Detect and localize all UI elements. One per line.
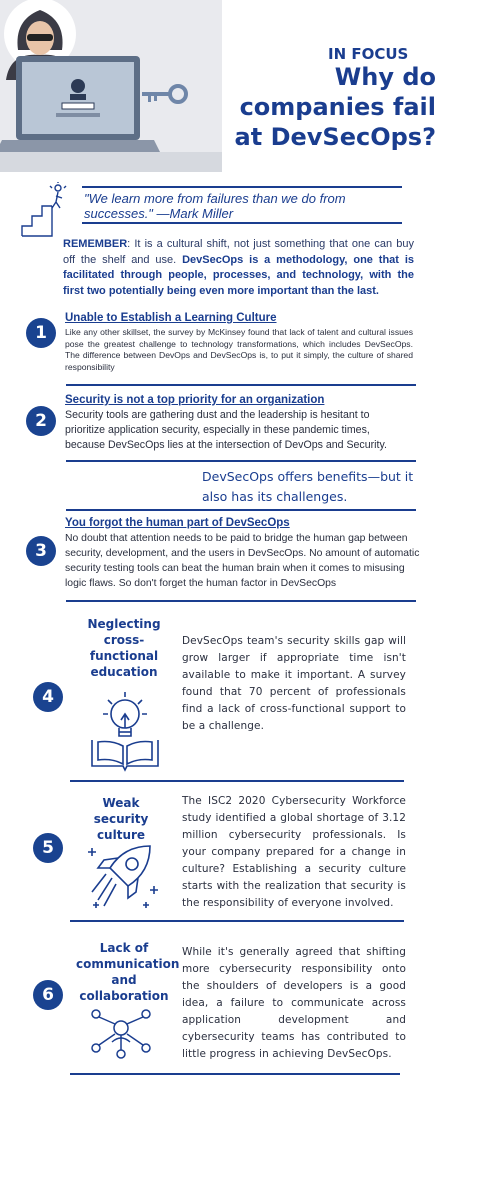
section-2-rule bbox=[66, 460, 416, 462]
section-6-rule bbox=[70, 1073, 400, 1075]
section-5-title: Weak security culture bbox=[93, 796, 149, 842]
hero-illustration bbox=[0, 0, 222, 172]
title-line-3: at DevSecOps? bbox=[234, 123, 436, 151]
section-1-rule bbox=[66, 384, 416, 386]
section-3-rule bbox=[66, 600, 416, 602]
section-2-title: Security is not a top priority for an organization bbox=[65, 394, 325, 406]
section-3-badge: 3 bbox=[26, 536, 56, 566]
hacker-laptop-icon bbox=[0, 0, 222, 172]
network-people-icon bbox=[88, 1004, 154, 1060]
section-6-title: Lack of communication and collaboration bbox=[76, 941, 180, 1003]
section-4-body: DevSecOps team's security skills gap will grow larger if appropriate time isn't available to make it important. A survey found that 70 percent of professionals find a lack of cross-functional support to be a challenge. bbox=[182, 635, 406, 732]
section-5-rule bbox=[70, 920, 404, 922]
remember-plain: : It is a cultural shift, not just something that one can buy off the shelf and use. bbox=[63, 238, 414, 266]
quote-top-rule bbox=[82, 186, 402, 188]
section-6-body: While it's generally agreed that shifting more cybersecurity responsibility onto the shoulders of developers is a good idea, a failure to communicate across application development and cybersecurity teams has contributed to little progress in achieving DevSecOps. bbox=[182, 946, 406, 1060]
section-1-badge: 1 bbox=[26, 318, 56, 348]
rocket-icon bbox=[84, 838, 164, 914]
page-title bbox=[230, 62, 436, 152]
callout bbox=[202, 467, 413, 507]
callout-line-1: DevSecOps offers benefits—but it bbox=[202, 469, 414, 484]
quote-text bbox=[84, 191, 346, 221]
in-focus-kicker: IN FOCUS bbox=[328, 45, 409, 63]
section-4-title: Neglecting cross-functional education bbox=[87, 617, 161, 679]
section-1-title: Unable to Establish a Learning Culture bbox=[65, 312, 277, 324]
stairs-success-icon bbox=[20, 182, 70, 238]
section-6-badge: 6 bbox=[33, 980, 63, 1010]
quote-bottom-rule bbox=[82, 222, 402, 224]
section-1-body: Like any other skillset, the survey by McKinsey found that lack of talent and cultural issues pose the greatest challenge to technology transformations, which includes DevSecOps. The difference between DevOps and DevSecOps is, to put it simply, the culture of shared responsibility bbox=[65, 327, 413, 372]
section-2-body: Security tools are gathering dust and the leadership is hesitant to prioritize application security, especially in these pandemic times, because DevSecOps lies at the intersection of DevOps and Security. bbox=[65, 409, 387, 451]
section-3-body: No doubt that attention needs to be paid to bridge the human gap between security, development, and the users in DevSecOps. No amount of automatic security testing tools can beat the human brain when it comes to misusing logic flaws. So don't forget the human factor in DevSecOps bbox=[65, 533, 420, 589]
quote-line-2: successes." —Mark Miller bbox=[84, 206, 234, 221]
section-4-badge: 4 bbox=[33, 682, 63, 712]
section-2-badge: 2 bbox=[26, 406, 56, 436]
remember-paragraph bbox=[63, 237, 414, 299]
title-line-1: Why do bbox=[334, 63, 436, 91]
section-5-badge: 5 bbox=[33, 833, 63, 863]
remember-label: REMEMBER bbox=[63, 238, 128, 250]
lightbulb-book-icon bbox=[88, 686, 162, 772]
title-line-2: companies fail bbox=[239, 93, 436, 121]
remember-bold: DevSecOps is a methodology, one that is facilitated through people, processes, and technology, with the first two potentially being even more important than the last. bbox=[63, 253, 415, 297]
section-4-rule bbox=[70, 780, 404, 782]
section-3-title: You forgot the human part of DevSecOps bbox=[65, 517, 290, 529]
callout-line-2: also has its challenges. bbox=[202, 489, 348, 504]
callout-rule bbox=[66, 509, 416, 511]
section-5-body: The ISC2 2020 Cybersecurity Workforce study identified a global shortage of 3.12 million cybersecurity professionals. Is your company prepared for a change in culture? Establishing a security culture starts with the realization that security is the responsibility of everyone involved. bbox=[182, 795, 406, 909]
quote-line-1: "We learn more from failures than we do from bbox=[84, 191, 346, 206]
